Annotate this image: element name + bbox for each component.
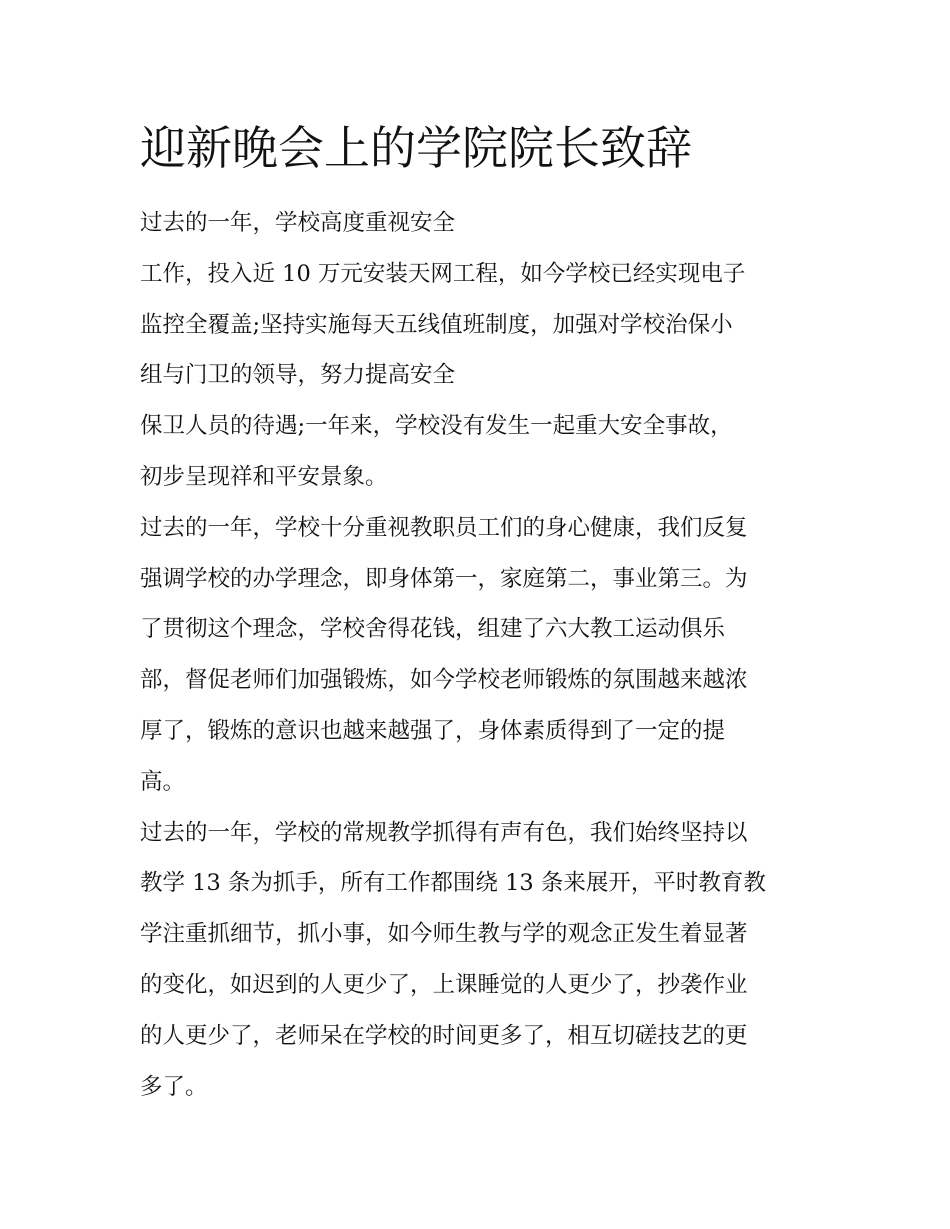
body-line: 监控全覆盖;坚持实施每天五线值班制度，加强对学校治保小 xyxy=(140,311,733,338)
body-line: 的人更少了，老师呆在学校的时间更多了，相互切磋技艺的更 xyxy=(140,1022,748,1049)
document-title: 迎新晚会上的学院院长致辞 xyxy=(140,121,692,175)
body-line: 过去的一年，学校高度重视安全 xyxy=(140,210,456,236)
body-line: 学注重抓细节，抓小事，如今师生教与学的观念正发生着显著 xyxy=(140,921,748,948)
body-line: 教学 13 条为抓手，所有工作都围绕 13 条来展开，平时教育教 xyxy=(140,870,766,897)
body-line: 初步呈现祥和平安景象。 xyxy=(140,463,388,490)
body-line: 了贯彻这个理念，学校舍得花钱，组建了六大教工运动俱乐 xyxy=(140,616,726,643)
document-body xyxy=(140,198,820,1112)
body-line: 多了。 xyxy=(140,1073,208,1100)
body-line: 保卫人员的待遇;一年来，学校没有发生一起重大安全事故， xyxy=(140,413,733,440)
body-line: 组与门卫的领导，努力提高安全 xyxy=(140,362,456,389)
body-line: 高。 xyxy=(140,768,186,795)
body-line: 厚了，锻炼的意识也越来越强了，身体素质得到了一定的提 xyxy=(140,717,726,744)
body-line: 部，督促老师们加强锻炼，如今学校老师锻炼的氛围越来越浓 xyxy=(140,667,748,694)
body-line: 过去的一年，学校的常规教学抓得有声有色，我们始终坚持以 xyxy=(140,819,748,846)
body-line: 的变化，如迟到的人更少了，上课睡觉的人更少了，抄袭作业 xyxy=(140,971,748,998)
body-line: 强调学校的办学理念，即身体第一，家庭第二，事业第三。为 xyxy=(140,565,748,592)
body-line: 工作，投入近 10 万元安装天网工程，如今学校已经实现电子 xyxy=(140,260,746,287)
body-line: 过去的一年，学校十分重视教职员工们的身心健康，我们反复 xyxy=(140,514,748,541)
